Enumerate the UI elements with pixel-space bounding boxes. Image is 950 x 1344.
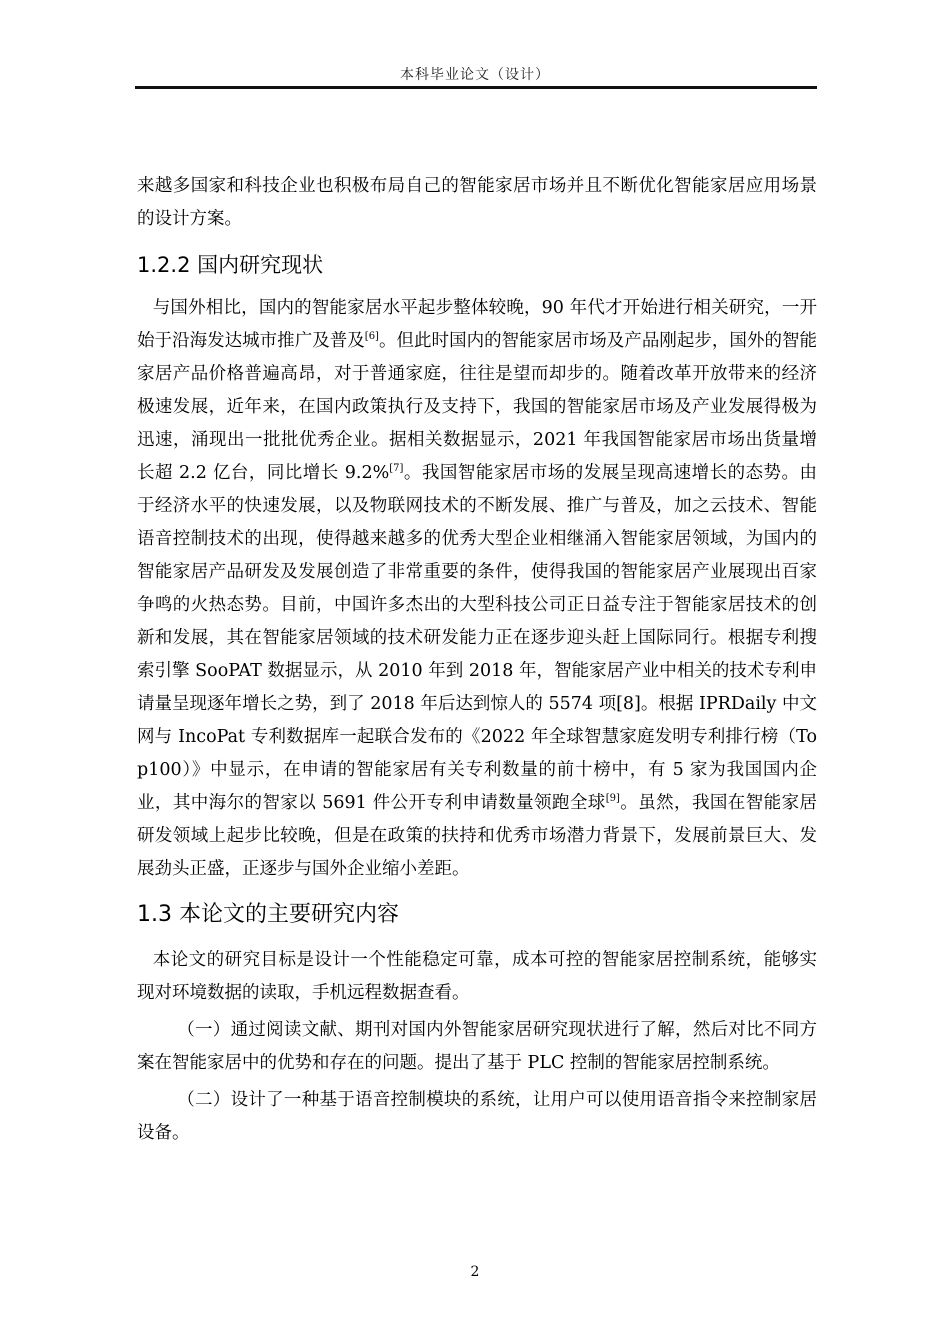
page-header: 本科毕业论文（设计） (400, 67, 550, 83)
citation-7: [7] (389, 463, 404, 475)
page-number: 2 (470, 1264, 480, 1280)
paragraph-text: 与国外相比，国内的智能家居水平起步整体较晚，90 年代才开始进行相关研究，一开始于沿海发达城市推广及普及 (137, 298, 817, 351)
citation-9: [9] (605, 793, 620, 805)
paragraph-text: 。但此时国内的智能家居市场及产品刚起步，国外的智能家居产品价格普遍高昂，对于普通家庭，往往是望而却步的。随着改革开放带来的经济极速发展，近年来，在国内政策执行及支持下，我国的智能家居市场及产业发展得极为迅速，涌现出一批批优秀企业。据相关数据显示，2021 年我国智能家居市场出货量增长超 2.2 亿台，同比增长 9.2% (137, 331, 818, 483)
intro-paragraph: 来越多国家和科技企业也积极布局自己的智能家居市场并且不断优化智能家居应用场景的设计方案。 (137, 176, 817, 229)
header-divider (135, 86, 817, 89)
paragraph-text: 。我国智能家居市场的发展呈现高速增长的态势。由于经济水平的快速发展，以及物联网技术的不断发展、推广与普及，加之云技术、智能语音控制技术的出现，使得越来越多的优秀大型企业相继涌入智能家居领域，为国内的智能家居产品研发及发展创造了非常重要的条件，使得我国的智能家居产业展现出百家争鸣的火热态势。目前，中国许多杰出的大型科技公司正日益专注于智能家居技术的创新和发展，其在智能家居领域的技术研发能力正在逐步迎头赶上国际同行。根据专利搜索引擎 SooPAT 数据显示，从 2010 年到 2018 年，智能家居产业中相关的技术专利申请量呈现逐年增长之势，到了 2018 年后达到惊人的 5574 项[8]。根据 IPRDaily 中文网与 IncoPat 专利数据库一起联合发布的《2022 年全球智慧家庭发明专利排行榜（Top100）》中显示，在申请的智能家居有关专利数量的前十榜中，有 5 家为我国国内企业，其中海尔的智家以 5691 件公开专利申请数量领跑全球 (137, 463, 818, 813)
document-body (137, 170, 817, 1150)
section-heading-1-2-2: 1.2.2 国内研究现状 (137, 253, 324, 277)
research-goal-paragraph: 本论文的研究目标是设计一个性能稳定可靠，成本可控的智能家居控制系统，能够实现对环境数据的读取，手机远程数据查看。 (137, 950, 817, 1003)
domestic-status-paragraph (137, 292, 817, 886)
citation-6: [6] (364, 331, 379, 343)
section-heading-1-3: 1.3 本论文的主要研究内容 (137, 902, 399, 927)
paragraph-text: 。虽然，我国在智能家居研发领域上起步比较晚，但是在政策的扶持和优秀市场潜力背景下，发展前景巨大、发展劲头正盛，正逐步与国外企业缩小差距。 (137, 793, 817, 879)
research-item-1: （一）通过阅读文献、期刊对国内外智能家居研究现状进行了解，然后对比不同方案在智能家居中的优势和存在的问题。提出了基于 PLC 控制的智能家居控制系统。 (137, 1020, 817, 1073)
research-item-2: （二）设计了一种基于语音控制模块的系统，让用户可以使用语音指令来控制家居设备。 (137, 1090, 817, 1143)
